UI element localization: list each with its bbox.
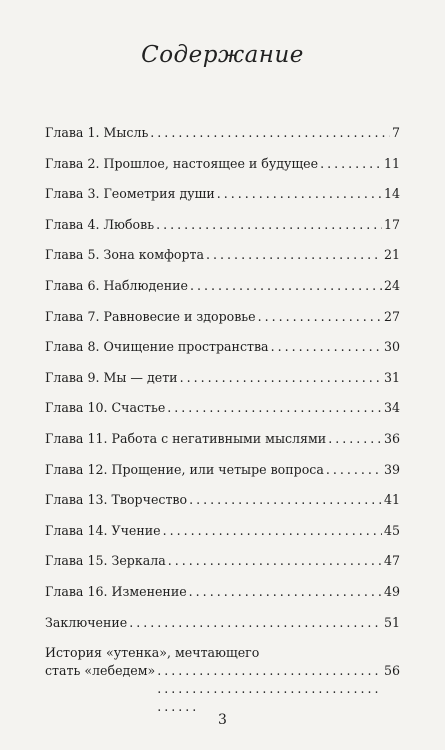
toc-entry-page: 31: [383, 369, 400, 385]
page-title: Содержание: [141, 42, 304, 68]
leader-dots: [258, 302, 382, 333]
leader-dots: [156, 210, 382, 241]
toc-entry: [45, 240, 400, 271]
toc-entry-page: 14: [383, 186, 400, 202]
toc-entry-page: 34: [383, 400, 400, 416]
toc-entry-title: Глава 11. Работа с негативными мыслями: [45, 430, 327, 446]
toc-entry: [45, 271, 400, 302]
toc-entry-page: 7: [391, 125, 400, 140]
leader-dots: [189, 485, 382, 516]
leader-dots: [320, 149, 382, 180]
toc-entry-page: 30: [383, 339, 400, 355]
leader-dots: [271, 332, 382, 363]
toc-entry-page: 27: [383, 308, 400, 324]
toc-entry-page: 56: [383, 663, 400, 679]
toc-entry: [45, 179, 400, 210]
toc-entry-title: Глава 9. Мы — дети: [45, 369, 178, 385]
toc-entry: [45, 546, 400, 577]
toc-entry-page: 41: [383, 492, 400, 508]
toc-entry-title: Глава 4. Любовь: [45, 216, 155, 232]
toc-entry-title: Глава 7. Равновесие и здоровье: [45, 308, 256, 324]
toc-entry-title: Глава 10. Счастье: [45, 400, 166, 416]
leader-dots: [328, 424, 382, 455]
leader-dots: [326, 455, 382, 486]
toc-entry: [45, 577, 400, 608]
toc-entry: [45, 210, 400, 241]
toc-entry-title: Глава 8. Очищение пространства: [45, 339, 269, 355]
leader-dots: [167, 393, 382, 424]
toc-entry: [45, 608, 400, 639]
toc-entry: [45, 302, 400, 333]
leader-dots: [189, 577, 382, 608]
toc-entry-title: Глава 15. Зеркала: [45, 553, 166, 569]
toc-entry-page: 47: [383, 553, 400, 569]
toc-entry-title: Глава 2. Прошлое, настоящее и будущее: [45, 155, 319, 171]
toc-entry-title: Глава 1. Мысль: [45, 125, 149, 140]
toc-entry: [45, 455, 400, 486]
toc-entry-title: Заключение: [45, 614, 128, 630]
toc-entry-title: Глава 14. Учение: [45, 522, 161, 538]
toc-entry-page: 21: [383, 247, 400, 263]
toc-entry-title: Глава 13. Творчество: [45, 492, 188, 508]
toc-entry: [45, 485, 400, 516]
toc-entry-page: 45: [383, 522, 400, 538]
table-of-contents: [45, 118, 400, 716]
page-number: 3: [218, 712, 227, 728]
leader-dots: [180, 363, 382, 394]
toc-entry-page: 11: [383, 155, 400, 171]
toc-entry-page: 36: [383, 430, 400, 446]
toc-entry-title: Глава 6. Наблюдение: [45, 277, 188, 293]
toc-entry-title: Глава 16. Изменение: [45, 583, 187, 599]
toc-entry: [45, 363, 400, 394]
toc-entry: [45, 118, 400, 149]
toc-entry-page: 24: [383, 277, 400, 293]
toc-entry-page: 51: [383, 614, 400, 630]
toc-entry-page: 49: [383, 583, 400, 599]
toc-entry-title: Глава 5. Зона комфорта: [45, 247, 205, 263]
toc-entry: [45, 149, 400, 180]
toc-entry: [45, 516, 400, 547]
leader-dots: [163, 516, 382, 547]
leader-dots: [190, 271, 382, 302]
toc-entry-title: Глава 3. Геометрия души: [45, 186, 215, 202]
toc-entry-title: Глава 12. Прощение, или четыре вопроса: [45, 461, 324, 477]
toc-entry: [45, 393, 400, 424]
toc-entry: [45, 424, 400, 455]
leader-dots: [157, 662, 382, 716]
toc-entry-multiline: [45, 644, 400, 716]
leader-dots: [206, 240, 382, 271]
leader-dots: [217, 179, 382, 210]
toc-entry-page: 39: [383, 461, 400, 477]
toc-entry: [45, 332, 400, 363]
toc-entry-page: 17: [383, 216, 400, 232]
leader-dots: [150, 118, 390, 149]
leader-dots: [129, 608, 382, 639]
leader-dots: [168, 546, 382, 577]
toc-entry-title-line1: История «утенка», мечтающего: [45, 645, 260, 661]
toc-entry-title-line2: стать «лебедем»: [45, 663, 156, 679]
